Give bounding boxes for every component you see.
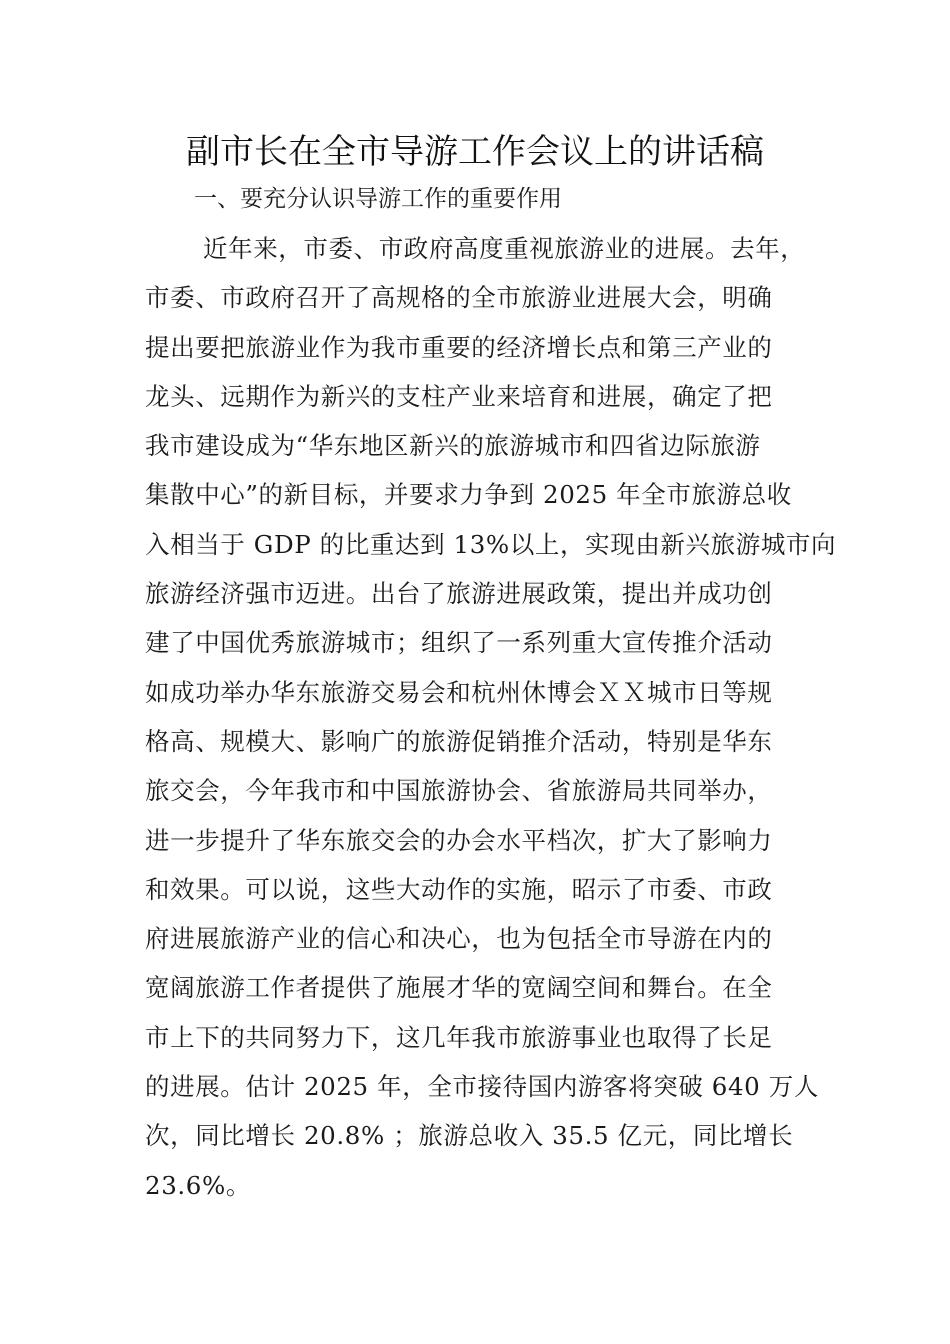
paragraph-line: 旅游经济强市迈进。出台了旅游进展政策，提出并成功创 — [145, 579, 773, 609]
paragraph-line: 府进展旅游产业的信心和决心，也为包括全市导游在内的 — [145, 924, 773, 954]
paragraph-line: 旅交会，今年我市和中国旅游协会、省旅游局共同举办， — [145, 776, 773, 806]
paragraph-line: 进一步提升了华东旅交会的办会水平档次，扩大了影响力 — [145, 825, 773, 855]
paragraph-line: 市上下的共同努力下，这几年我市旅游事业也取得了长足 — [145, 1022, 773, 1052]
paragraph-line: 次，同比增长 20.8% ；旅游总收入 35.5 亿元，同比增长 — [145, 1121, 794, 1151]
paragraph-line: 和效果。可以说，这些大动作的实施，昭示了市委、市政 — [145, 874, 773, 904]
paragraph-line: 集散中心”的新目标，并要求力争到 2025 年全市旅游总收 — [145, 480, 792, 510]
paragraph-line: 建了中国优秀旅游城市；组织了一系列重大宣传推介活动 — [145, 628, 773, 658]
paragraph-line: 入相当于 GDP 的比重达到 13%以上，实现由新兴旅游城市向 — [145, 529, 837, 559]
paragraph-line: 提出要把旅游业作为我市重要的经济增长点和第三产业的 — [145, 332, 773, 362]
paragraph-line: 近年来，市委、市政府高度重视旅游业的进展。去年， — [203, 234, 806, 263]
paragraph-line: 我市建设成为“华东地区新兴的旅游城市和四省边际旅游 — [145, 431, 761, 461]
paragraph-line: 龙头、远期作为新兴的支柱产业来培育和进展，确定了把 — [145, 381, 773, 411]
section-heading: 一、要充分认识导游工作的重要作用 — [194, 186, 562, 212]
paragraph-line: 宽阔旅游工作者提供了施展才华的宽阔空间和舞台。在全 — [145, 973, 773, 1003]
body-paragraph — [145, 232, 835, 1218]
paragraph-line: 23.6%。 — [145, 1170, 251, 1200]
paragraph-line: 的进展。估计 2025 年，全市接待国内游客将突破 640 万人 — [145, 1072, 819, 1102]
paragraph-line: 格高、规模大、影响广的旅游促销推介活动，特别是华东 — [145, 726, 773, 756]
paragraph-line: 市委、市政府召开了高规格的全市旅游业进展大会，明确 — [145, 283, 773, 313]
document-title: 副市长在全市导游工作会议上的讲话稿 — [186, 132, 764, 172]
paragraph-line: 如成功举办华东旅游交易会和杭州休博会ＸＸ城市日等规 — [145, 677, 773, 707]
